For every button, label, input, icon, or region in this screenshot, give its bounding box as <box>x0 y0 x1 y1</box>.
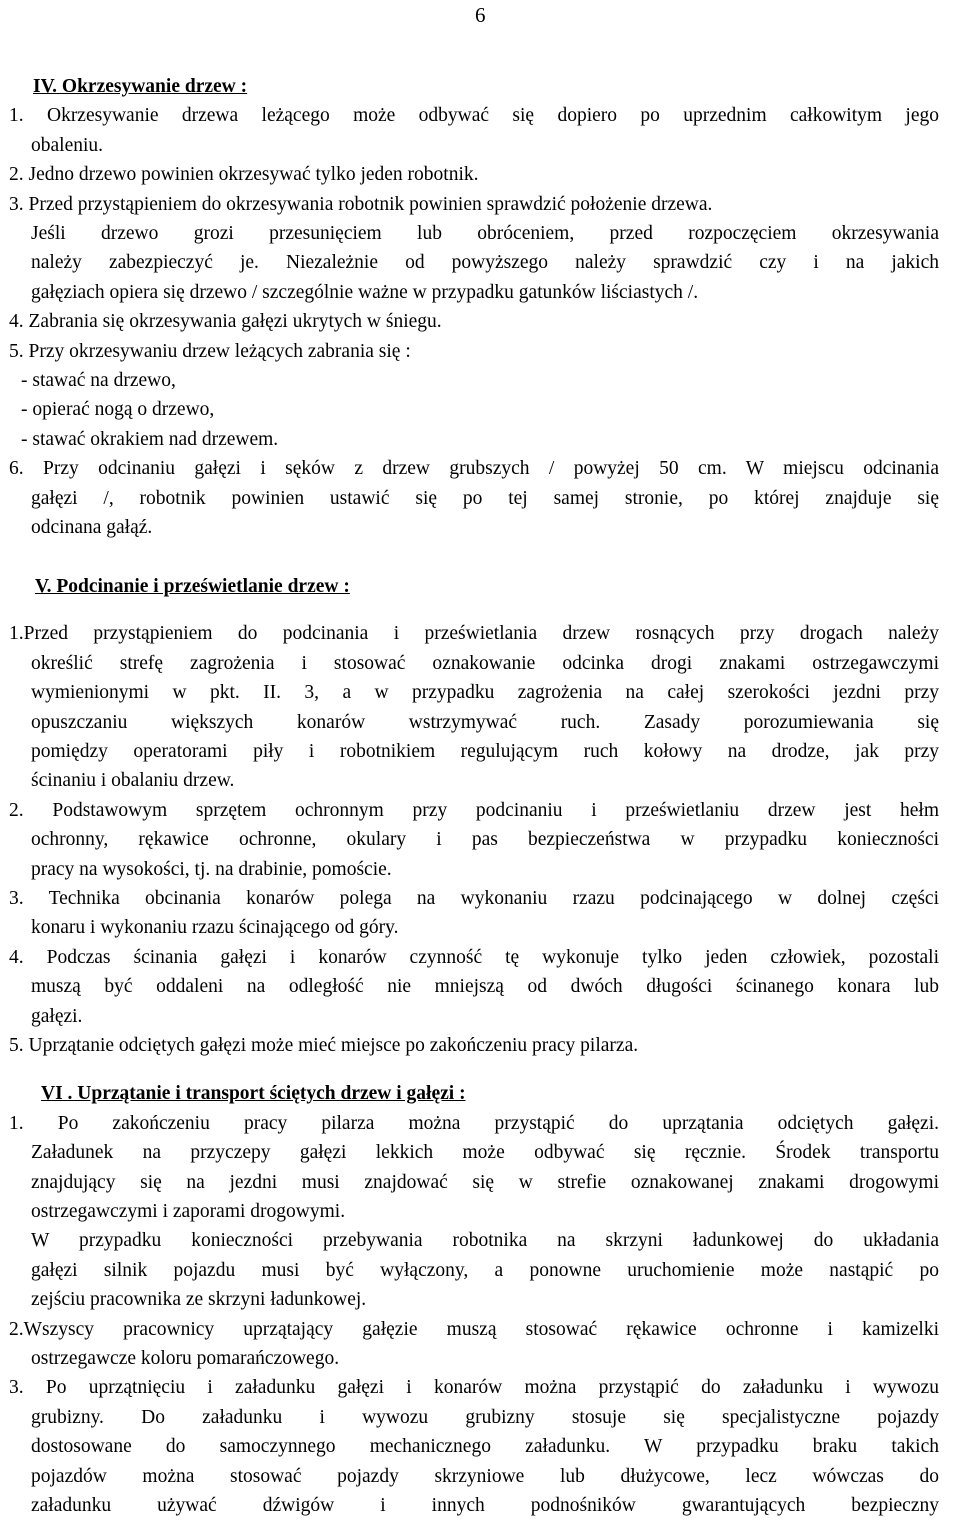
text-line: konaru i wykonaniu rzazu ścinającego od góry. <box>31 917 399 939</box>
text-line: zejściu pracownika ze skrzyni ładunkowej. <box>31 1289 367 1311</box>
text-line: określić strefę zagrożenia i stosować oznakowanie odcinka drogi znakami ostrzegawczymi <box>31 652 939 674</box>
spacer <box>9 543 939 572</box>
text-line: 4. Podczas ścinania gałęzi i konarów czynność tę wykonuje tylko jeden człowiek, pozostali <box>9 946 939 968</box>
text-line: obaleniu. <box>31 134 104 156</box>
text-line: 2.Wszyscy pracownicy uprzątający gałęzie muszą stosować rękawice ochronne i kamizelki <box>9 1318 939 1340</box>
text-line: Jeśli drzewo grozi przesunięciem lub obróceniem, przed rozpoczęciem okrzesywania <box>31 223 939 245</box>
text-line: 3. Po uprzątnięciu i załadunku gałęzi i konarów można przystąpić do załadunku i wywozu <box>9 1377 939 1399</box>
text-line: znajdujący się na jezdni musi znajdować się w strefie oznakowanej znakami drogowymi <box>31 1171 939 1193</box>
spacer <box>9 601 939 619</box>
section-heading-v: V. Podcinanie i prześwietlanie drzew : <box>35 575 350 597</box>
text-line: grubizny. Do załadunku i wywozu grubizny stosuje się specjalistyczne pojazdy <box>31 1406 939 1428</box>
section-heading-iv: IV. Okrzesywanie drzew : <box>33 76 248 97</box>
text-line: 5. Uprzątanie odciętych gałęzi może mieć miejsce po zakończeniu pracy pilarza. <box>9 1034 639 1056</box>
text-line: opuszczaniu większych konarów wstrzymywać ruch. Zasady porozumiewania się <box>31 711 939 733</box>
text-line: ścinaniu i obalaniu drzew. <box>31 770 235 792</box>
text-line: 3. Technika obcinania konarów polega na wykonaniu rzazu podcinającego w dolnej części <box>9 887 939 909</box>
text-line: 6. Przy odcinaniu gałęzi i sęków z drzew grubszych / powyżej 50 cm. W miejscu odcinania <box>9 458 939 480</box>
text-line: załadunku używać dźwigów i innych podnośników gwarantujących bezpieczny <box>31 1495 939 1517</box>
text-line: gałęzi /, robotnik powinien ustawić się po tej samej stronie, po której znajduje się <box>31 487 939 509</box>
section-iv-body <box>9 101 939 542</box>
text-line: pracy na wysokości, tj. na drabinie, pomoście. <box>31 858 392 880</box>
text-line: 1. Okrzesywanie drzewa leżącego może odbywać się dopiero po uprzednim całkowitym jego <box>9 105 939 127</box>
text-line: - stawać na drzewo, <box>21 370 176 392</box>
text-line: gałęzi. <box>31 1005 83 1027</box>
text-line: pomiędzy operatorami piły i robotnikiem regulującym ruch kołowy na drodze, jak przy <box>31 740 939 762</box>
text-line: dostosowane do samoczynnego mechanicznego załadunku. W przypadku braku takich <box>31 1436 939 1458</box>
page-number: 6 <box>475 3 486 27</box>
text-line: 3. Przed przystąpieniem do okrzesywania robotnik powinien sprawdzić położenie drzewa. <box>9 193 713 215</box>
section-v-body <box>9 619 939 1060</box>
text-line: 1. Po zakończeniu pracy pilarza można przystąpić do uprzątania odciętych gałęzi. <box>9 1112 939 1134</box>
section-vi-body <box>9 1109 939 1521</box>
text-line: 2. Jedno drzewo powinien okrzesywać tylko jeden robotnik. <box>9 164 479 186</box>
section-heading-vi: VI . Uprzątanie i transport ściętych drzew i gałęzi : <box>41 1083 466 1105</box>
text-line: 1.Przed przystąpieniem do podcinania i prześwietlania drzew rosnących przy drogach należy <box>9 623 939 645</box>
text-line: W przypadku konieczności przebywania robotnika na skrzyni ładunkowej do układania <box>31 1230 939 1252</box>
text-line: wymienionymi w pkt. II. 3, a w przypadku zagrożenia na całej szerokości jezdni przy <box>31 682 939 704</box>
text-line: ochronny, rękawice ochronne, okulary i pas bezpieczeństwa w przypadku konieczności <box>31 829 939 851</box>
text-line: 5. Przy okrzesywaniu drzew leżących zabrania się : <box>9 340 411 362</box>
text-line: pojazdów można stosować pojazdy skrzyniowe lub dłużycowe, lecz wówczas do <box>31 1465 939 1487</box>
text-line: - opierać nogą o drzewo, <box>21 399 215 421</box>
text-line: muszą być oddaleni na odległość nie mniejszą od dwóch długości ścinanego konara lub <box>31 976 939 998</box>
text-line: gałęzi silnik pojazdu musi być wyłączony, a ponowne uruchomienie może nastąpić po <box>31 1259 939 1281</box>
text-line: odcinana gałąź. <box>31 517 153 539</box>
spacer <box>9 1060 939 1079</box>
text-line: Załadunek na przyczepy gałęzi lekkich może odbywać się ręcznie. Środek transportu <box>31 1142 939 1164</box>
text-line: 4. Zabrania się okrzesywania gałęzi ukrytych w śniegu. <box>9 311 442 333</box>
text-line: ostrzegawcze koloru pomarańczowego. <box>31 1348 340 1370</box>
document-body <box>9 72 939 1520</box>
text-line: - stawać okrakiem nad drzewem. <box>21 428 279 450</box>
text-line: ostrzegawczymi i zaporami drogowymi. <box>31 1201 346 1223</box>
text-line: gałęziach opiera się drzewo / szczególnie ważne w przypadku gatunków liściastych /. <box>31 281 699 303</box>
text-line: 2. Podstawowym sprzętem ochronnym przy podcinaniu i prześwietlaniu drzew jest hełm <box>9 799 939 821</box>
text-line: należy zabezpieczyć je. Niezależnie od powyższego należy sprawdzić czy i na jakich <box>31 252 939 274</box>
